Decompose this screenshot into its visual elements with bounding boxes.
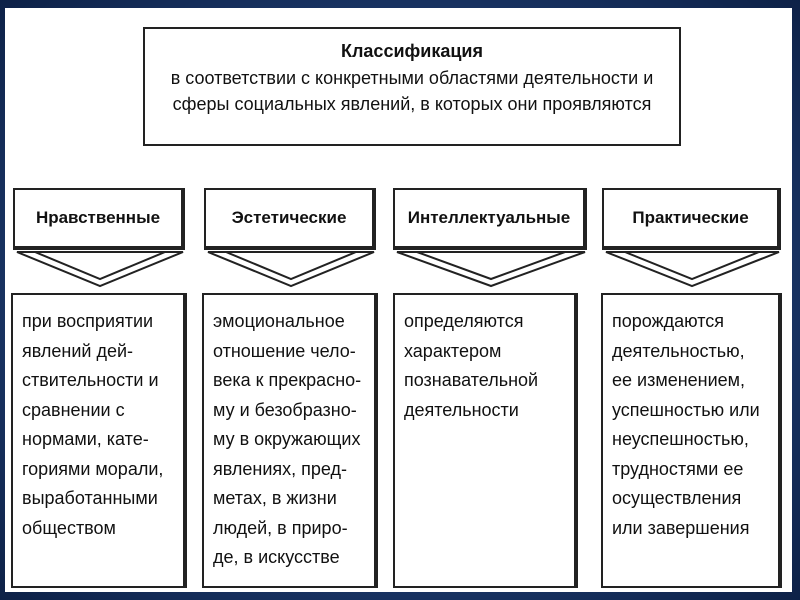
chevron-arrow-moral [17,252,183,286]
chevron-inner-practical [625,252,759,279]
chevron-arrow-aesthetic [208,252,374,286]
category-body-moral: при восприятии явлений дей- ствительности и сравнении с нормами, кате- гориями морали, выработанными обществом [11,293,187,588]
category-body-intellectual: определяются характером познавательной деятельности [393,293,578,588]
chevron-inner-intellectual [417,252,565,279]
slide-canvas [5,8,792,592]
category-header-practical: Практические [602,188,781,250]
chevron-arrow-intellectual [397,252,585,286]
classification-title: Классификация [341,41,483,61]
category-body-practical: порождаются деятельностью, ее изменением, успешностью или неуспешностью, трудностями ее осуществления или завершения [601,293,782,588]
classification-subtitle: в соответствии с конкретными областями деятельности и сферы социальных явлений, в которых они проявляются [170,68,654,114]
category-header-aesthetic: Эстетические [204,188,376,250]
category-header-intellectual: Интеллектуальные [393,188,587,250]
classification-title-box [143,27,681,146]
chevron-inner-aesthetic [226,252,356,279]
category-body-aesthetic: эмоциональное отношение чело- века к прекрасно- му и безобразно- му в окружающих явлениях, пред- метах, в жизни людей, в приро- де, в искусстве [202,293,378,588]
chevron-inner-moral [35,252,165,279]
chevron-arrow-practical [606,252,779,286]
category-header-moral: Нравственные [13,188,185,250]
